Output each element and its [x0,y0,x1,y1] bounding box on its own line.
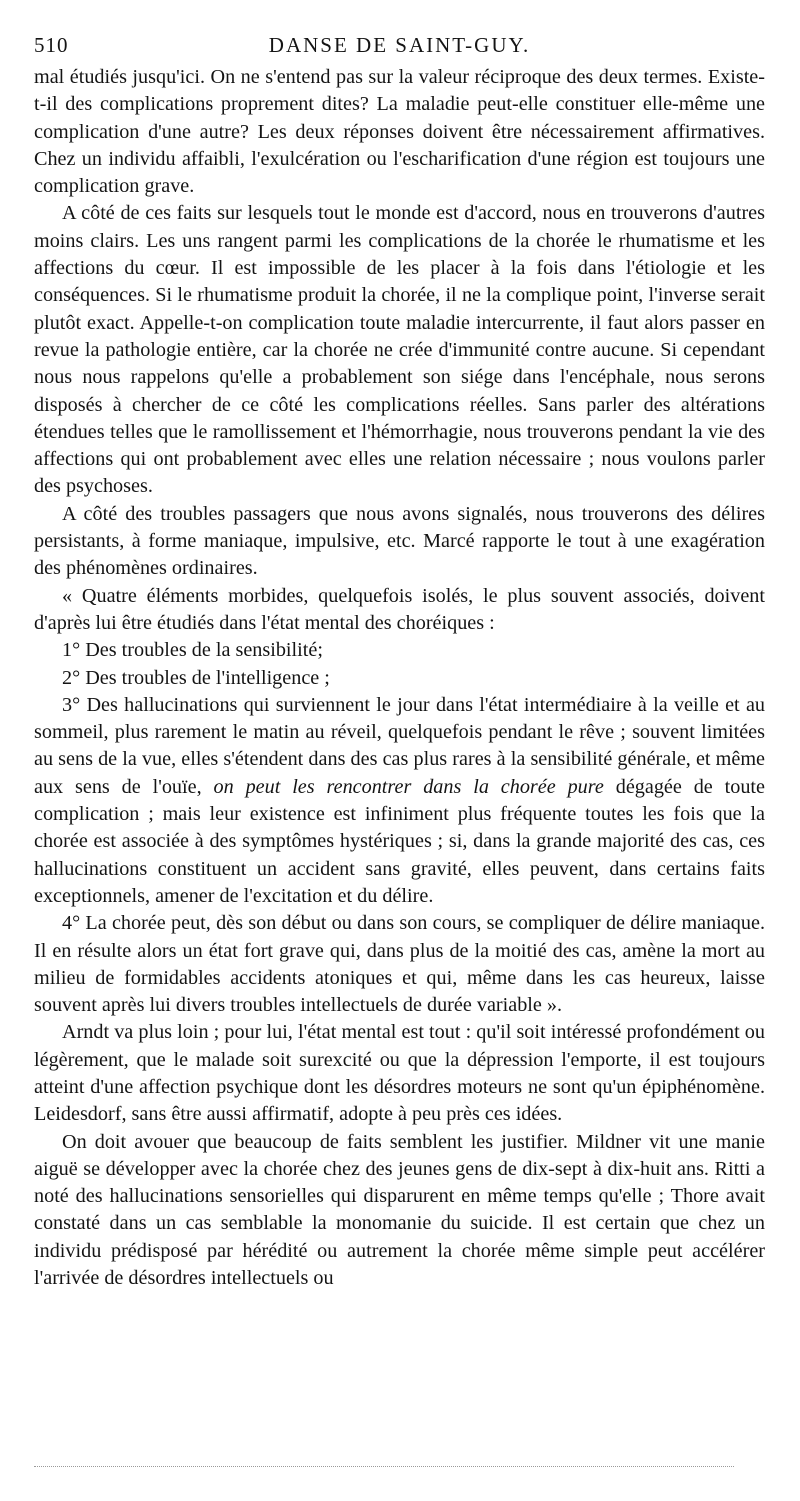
paragraph-arndt: Arndt va plus loin ; pour lui, l'état mental est tout : qu'il soit intéressé profondément ou légèrement, que le malade soit surexcité ou que la dépression l'emporte, il est toujours atteint d'une affection psychique dont les désordres moteurs ne sont qu'un épiphénomène. Leidesdorf, sans être aussi affirmatif, adopte à peu près ces idées. [34,1021,765,1126]
footer-divider [34,1466,734,1467]
running-title: DANSE DE SAINT-GUY. [268,33,531,57]
list-item-3-text-b: dégagée de toute complication ; mais leur existence est infiniment plus fréquente toutes les fois que la chorée est associée à des symptômes hystériques ; si, dans la grande majorité des cas, ces hallucinations constituent un accident sans gravité, elles peuvent, dans certains faits exceptionnels, amener de l'excitation et du délire. [34,775,766,907]
book-page [34,30,765,1292]
list-item-3 [34,692,765,910]
paragraph-complications: A côté de ces faits sur lesquels tout le monde est d'accord, nous en trouverons d'autres moins clairs. Les uns rangent parmi les complications de la chorée le rhumatisme et les affections du cœur. Il est impossible de les placer à la fois dans l'étiologie et les conséquences. Si le rhumatisme produit la chorée, il ne la complique point, l'inverse serait plutôt exact. Appelle-t-on complication toute maladie intercurrente, il faut alors passer en revue la pathologie entière, car la chorée ne crée d'immunité contre aucune. Si cependant nous nous rappelons qu'elle a probablement son siége dans l'encéphale, nous serons disposés à chercher de ce côté les complications réelles. Sans parler des altérations étendues telles que le ramollissement et l'hémorrhagie, nous trouverons pendant la vie des affections qui ont probablement avec elles une relation nécessaire ; nous voulons parler des psychoses. [34,202,765,498]
list-item-3-text-a: 3° Des hallucinations qui surviennent le jour dans l'état intermédiaire à la veille et au sommeil, plus rarement le matin au réveil, quelquefois pendant le rêve ; souvent limitées au sens de la vue, elles s'étendent dans des cas plus rares à la sensibilité générale, et même aux sens de l'ouïe, [34,693,765,798]
list-item-2: 2° Des troubles de l'intelligence ; [62,666,330,689]
list-item-4: 4° La chorée peut, dès son début ou dans son cours, se compliquer de délire maniaque. Il en résulte alors un état fort grave qui, dans plus de la moitié des cas, amène la mort au milieu de formidables accidents atoniques et qui, même dans les cas heureux, laisse souvent après lui divers troubles intellectuels de durée variable ». [34,912,765,1017]
body-text [34,64,765,1292]
list-item-3-italic: on peut les rencontrer dans la chorée pure [213,775,604,798]
paragraph-mildner: On doit avouer que beaucoup de faits semblent les justifier. Mildner vit une manie aiguë se développer avec la chorée chez des jeunes gens de dix-sept à dix-huit ans. Ritti a noté des hallucinations sensorielles qui disparurent en même temps qu'elle ; Thore avait constaté dans un cas semblable la monomanie du suicide. Il est certain que chez un individu prédisposé par hérédité ou autrement la chorée même simple peut accélérer l'arrivée de désordres intellectuels ou [34,1130,765,1290]
running-head [34,30,765,60]
paragraph-delires: A côté des troubles passagers que nous avons signalés, nous trouverons des délires persistants, à forme maniaque, impulsive, etc. Marcé rapporte le tout à une exagération des phénomènes ordinaires. [34,502,765,580]
paragraph-continuation: mal étudiés jusqu'ici. On ne s'entend pas sur la valeur réciproque des deux termes. Existe-t-il des complications proprement dites? La maladie peut-elle constituer elle-même une complication d'une autre? Les deux réponses doivent être nécessairement affirmatives. Chez un individu affaibli, l'exulcération ou l'escharification d'une région est toujours une complication grave. [34,66,765,198]
paragraph-quote-intro: « Quatre éléments morbides, quelquefois isolés, le plus souvent associés, doivent d'après lui être étudiés dans l'état mental des choréiques : [34,584,765,634]
page-number: 510 [34,33,69,57]
list-item-1: 1° Des troubles de la sensibilité; [62,639,323,662]
